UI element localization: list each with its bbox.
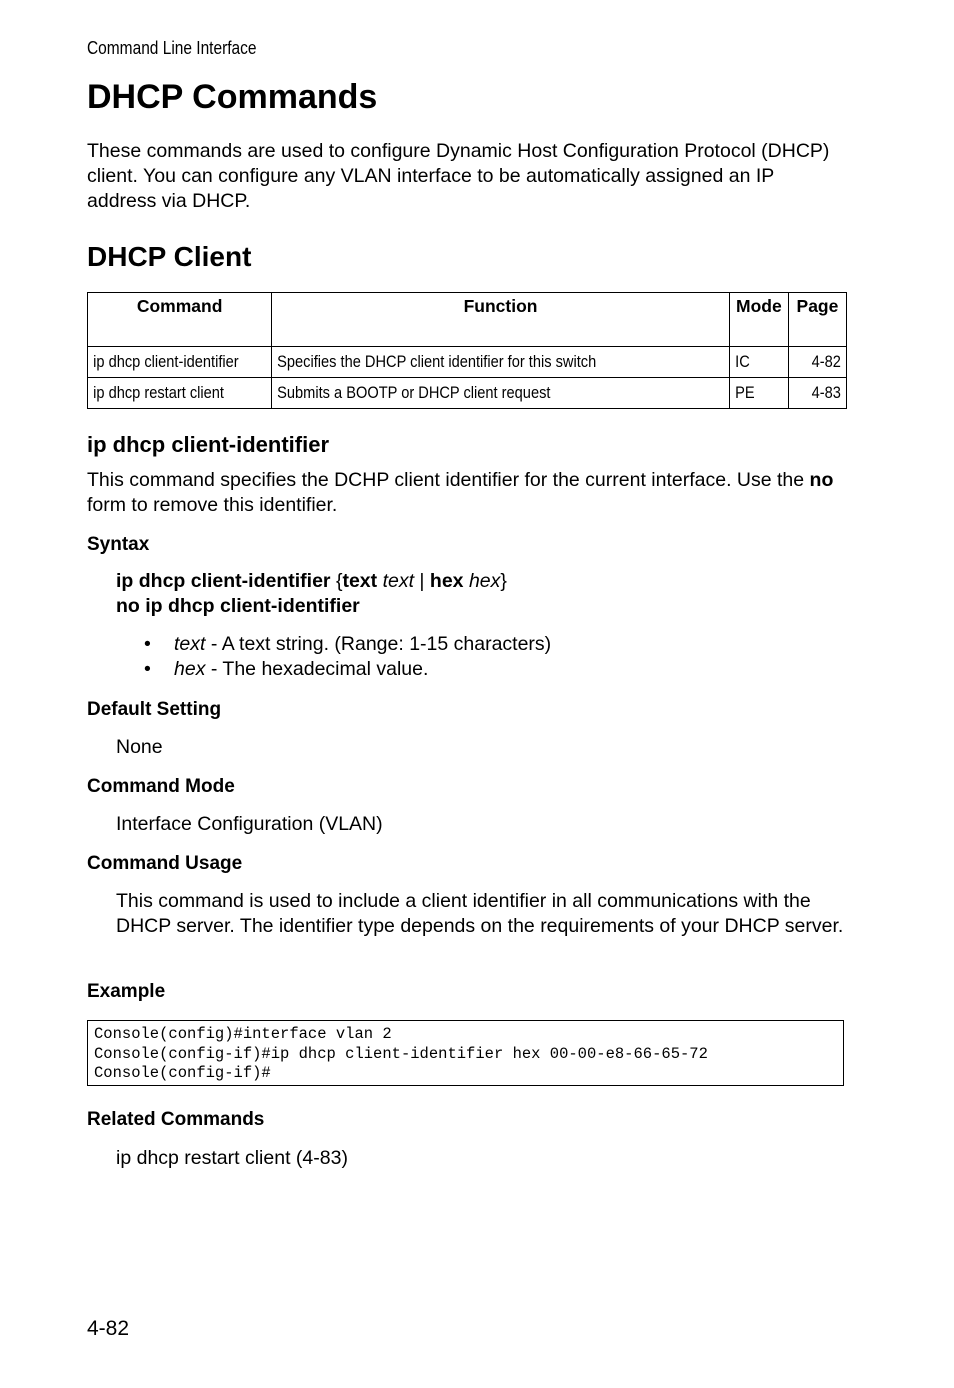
code-line: Console(config)#interface vlan 2 [94, 1025, 392, 1043]
cell-page [788, 347, 846, 378]
bullet-icon: • [144, 633, 151, 655]
cell-mode-text: IC [734, 352, 750, 371]
page-number: 4-82 [87, 1317, 130, 1340]
cell-mode-text: PE [734, 383, 755, 402]
syntax-command: ip dhcp client-identifier [116, 570, 331, 592]
header-function: Function [272, 293, 730, 347]
description-text-after: form to remove this identifier. [87, 494, 338, 516]
intro-paragraph: These commands are used to configure Dynamic Host Configuration Protocol (DHCP) client. You can configure any VLAN interface to be automatically assigned an IP address via DHCP. [87, 140, 830, 212]
table-header-row [88, 293, 847, 347]
cell-function [272, 347, 730, 378]
list-item [116, 632, 551, 657]
command-table [87, 292, 847, 409]
code-line: Console(config-if)# [94, 1064, 271, 1082]
cell-function-text: Submits a BOOTP or DHCP client request [277, 383, 551, 402]
syntax-heading: Syntax [87, 534, 150, 555]
table-row [88, 347, 847, 378]
syntax-close-brace: } [500, 570, 507, 592]
header-command: Command [88, 293, 272, 347]
cell-page [788, 378, 846, 409]
table-row [88, 378, 847, 409]
param-name: hex [174, 658, 206, 680]
command-heading: ip dhcp client-identifier [87, 432, 330, 457]
syntax-keyword-text: text [342, 570, 378, 592]
cell-page-text: 4-82 [811, 352, 841, 371]
cell-command [88, 347, 272, 378]
command-mode-heading: Command Mode [87, 776, 235, 797]
related-commands-value: ip dhcp restart client (4-83) [116, 1147, 348, 1169]
description-text-before: This command specifies the DCHP client identifier for the current interface. Use the [87, 469, 810, 491]
cell-command [88, 378, 272, 409]
syntax-line-1 [116, 570, 507, 593]
cell-page-text: 4-83 [811, 383, 841, 402]
syntax-line-2: no ip dhcp client-identifier [116, 595, 360, 617]
example-heading: Example [87, 981, 166, 1002]
header-mode: Mode [729, 293, 788, 347]
header-page: Page [788, 293, 846, 347]
default-setting-heading: Default Setting [87, 699, 222, 720]
page-title: DHCP Commands [87, 78, 378, 116]
syntax-arg-text: text [382, 570, 414, 592]
code-line: Console(config-if)#ip dhcp client-identifier hex 00-00-e8-66-65-72 [94, 1044, 708, 1063]
command-description [87, 468, 847, 518]
cell-function-text: Specifies the DHCP client identifier for this switch [277, 352, 597, 371]
param-desc: - The hexadecimal value. [205, 658, 429, 680]
related-commands-heading: Related Commands [87, 1109, 265, 1130]
syntax-open-brace: { [335, 570, 343, 592]
default-setting-value: None [116, 736, 163, 758]
example-code-block [87, 1020, 844, 1086]
cell-mode [729, 347, 788, 378]
running-header: Command Line Interface [87, 38, 257, 58]
cell-function [272, 378, 730, 409]
command-usage-heading: Command Usage [87, 853, 243, 874]
command-mode-value: Interface Configuration (VLAN) [116, 813, 383, 835]
param-desc: - A text string. (Range: 1-15 characters) [205, 633, 552, 655]
list-item [116, 657, 551, 682]
bullet-icon: • [144, 658, 151, 680]
syntax-keyword-hex: hex [429, 570, 464, 592]
description-keyword: no [809, 469, 834, 491]
syntax-arg-hex: hex [468, 570, 501, 592]
syntax-separator: | [419, 570, 425, 592]
param-name: text [174, 633, 206, 655]
cell-mode [729, 378, 788, 409]
section-title: DHCP Client [87, 241, 252, 272]
cell-command-text: ip dhcp restart client [93, 383, 225, 402]
command-usage-text: This command is used to include a client identifier in all communications with the DHCP server. The identifier type depends on the requirements of your DHCP server. [116, 890, 844, 937]
cell-command-text: ip dhcp client-identifier [93, 352, 239, 371]
parameter-list [116, 632, 551, 682]
